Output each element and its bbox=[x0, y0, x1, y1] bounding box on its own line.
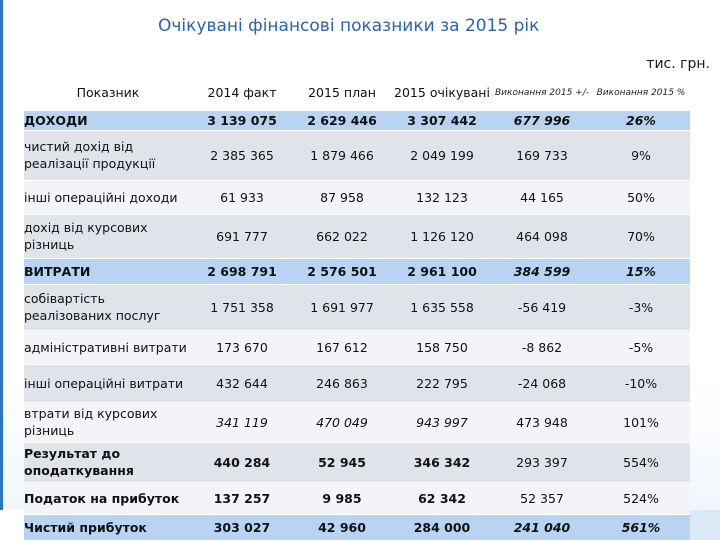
row-label: собівартість реалізованих послуг bbox=[24, 284, 192, 330]
cell-2015-expected: 3 307 442 bbox=[392, 110, 492, 130]
table-row bbox=[24, 214, 690, 258]
cell-2014-fact: 341 119 bbox=[192, 402, 292, 442]
row-label: інші операційні витрати bbox=[24, 364, 192, 402]
row-label: Результат до оподаткування bbox=[24, 442, 192, 482]
row-label: чистий дохід від реалізації продукції bbox=[24, 130, 192, 180]
cell-execution-diff: 241 040 bbox=[492, 514, 592, 540]
header-2015-expected: 2015 очікувані bbox=[392, 76, 492, 110]
table-row bbox=[24, 402, 690, 442]
header-execution-pct: Виконання 2015 % bbox=[592, 76, 690, 110]
cell-2014-fact: 303 027 bbox=[192, 514, 292, 540]
cell-2015-expected: 62 342 bbox=[392, 482, 492, 514]
cell-execution-pct: -3% bbox=[592, 284, 690, 330]
cell-2015-plan: 87 958 bbox=[292, 180, 392, 214]
cell-execution-diff: -24 068 bbox=[492, 364, 592, 402]
cell-2015-expected: 346 342 bbox=[392, 442, 492, 482]
header-2014-fact: 2014 факт bbox=[192, 76, 292, 110]
row-label: втрати від курсових різниць bbox=[24, 402, 192, 442]
row-label: дохід від курсових різниць bbox=[24, 214, 192, 258]
row-label: ВИТРАТИ bbox=[24, 258, 192, 284]
cell-2015-expected: 132 123 bbox=[392, 180, 492, 214]
cell-2015-plan: 246 863 bbox=[292, 364, 392, 402]
cell-2014-fact: 3 139 075 bbox=[192, 110, 292, 130]
cell-execution-pct: -10% bbox=[592, 364, 690, 402]
cell-execution-pct: 524% bbox=[592, 482, 690, 514]
cell-execution-pct: 561% bbox=[592, 514, 690, 540]
cell-2015-expected: 222 795 bbox=[392, 364, 492, 402]
table-row bbox=[24, 514, 690, 540]
table-row bbox=[24, 482, 690, 514]
cell-2015-expected: 158 750 bbox=[392, 330, 492, 364]
table-row bbox=[24, 442, 690, 482]
cell-2014-fact: 440 284 bbox=[192, 442, 292, 482]
table-row bbox=[24, 330, 690, 364]
cell-2015-expected: 2 961 100 bbox=[392, 258, 492, 284]
cell-2015-expected: 284 000 bbox=[392, 514, 492, 540]
cell-2014-fact: 61 933 bbox=[192, 180, 292, 214]
cell-2014-fact: 691 777 bbox=[192, 214, 292, 258]
cell-2015-expected: 2 049 199 bbox=[392, 130, 492, 180]
header-indicator: Показник bbox=[24, 76, 192, 110]
cell-2015-plan: 470 049 bbox=[292, 402, 392, 442]
row-label: Податок на прибуток bbox=[24, 482, 192, 514]
table-row bbox=[24, 110, 690, 130]
page-title: Очікувані фінансові показники за 2015 рік bbox=[158, 16, 540, 36]
cell-execution-diff: 44 165 bbox=[492, 180, 592, 214]
table-row bbox=[24, 364, 690, 402]
row-label: Чистий прибуток bbox=[24, 514, 192, 540]
cell-execution-diff: -8 862 bbox=[492, 330, 592, 364]
cell-2015-plan: 167 612 bbox=[292, 330, 392, 364]
cell-execution-pct: 9% bbox=[592, 130, 690, 180]
cell-execution-pct: 50% bbox=[592, 180, 690, 214]
cell-execution-pct: -5% bbox=[592, 330, 690, 364]
cell-2015-plan: 52 945 bbox=[292, 442, 392, 482]
cell-2015-expected: 1 635 558 bbox=[392, 284, 492, 330]
table-row bbox=[24, 284, 690, 330]
cell-2015-plan: 2 629 446 bbox=[292, 110, 392, 130]
cell-execution-diff: 169 733 bbox=[492, 130, 592, 180]
financial-table bbox=[24, 76, 690, 541]
cell-execution-pct: 15% bbox=[592, 258, 690, 284]
cell-2014-fact: 137 257 bbox=[192, 482, 292, 514]
cell-2015-plan: 662 022 bbox=[292, 214, 392, 258]
cell-2015-expected: 1 126 120 bbox=[392, 214, 492, 258]
table-row bbox=[24, 258, 690, 284]
cell-2014-fact: 2 385 365 bbox=[192, 130, 292, 180]
cell-execution-pct: 26% bbox=[592, 110, 690, 130]
table-row bbox=[24, 180, 690, 214]
cell-2015-plan: 42 960 bbox=[292, 514, 392, 540]
cell-execution-diff: 293 397 bbox=[492, 442, 592, 482]
row-label: ДОХОДИ bbox=[24, 110, 192, 130]
header-execution-diff: Виконання 2015 +/- bbox=[492, 76, 592, 110]
cell-2014-fact: 1 751 358 bbox=[192, 284, 292, 330]
cell-2015-plan: 1 879 466 bbox=[292, 130, 392, 180]
cell-execution-diff: -56 419 bbox=[492, 284, 592, 330]
cell-2014-fact: 432 644 bbox=[192, 364, 292, 402]
row-label: інші операційні доходи bbox=[24, 180, 192, 214]
cell-execution-pct: 554% bbox=[592, 442, 690, 482]
table-row bbox=[24, 130, 690, 180]
cell-execution-diff: 677 996 bbox=[492, 110, 592, 130]
header-2015-plan: 2015 план bbox=[292, 76, 392, 110]
unit-label: тис. грн. bbox=[646, 56, 710, 72]
cell-2015-plan: 2 576 501 bbox=[292, 258, 392, 284]
table-header-row bbox=[24, 76, 690, 110]
cell-execution-diff: 52 357 bbox=[492, 482, 592, 514]
cell-execution-diff: 384 599 bbox=[492, 258, 592, 284]
cell-2014-fact: 173 670 bbox=[192, 330, 292, 364]
cell-2015-plan: 9 985 bbox=[292, 482, 392, 514]
cell-2015-plan: 1 691 977 bbox=[292, 284, 392, 330]
cell-execution-pct: 70% bbox=[592, 214, 690, 258]
row-label: адміністративні витрати bbox=[24, 330, 192, 364]
cell-execution-diff: 464 098 bbox=[492, 214, 592, 258]
cell-2015-expected: 943 997 bbox=[392, 402, 492, 442]
cell-execution-diff: 473 948 bbox=[492, 402, 592, 442]
cell-2014-fact: 2 698 791 bbox=[192, 258, 292, 284]
cell-execution-pct: 101% bbox=[592, 402, 690, 442]
